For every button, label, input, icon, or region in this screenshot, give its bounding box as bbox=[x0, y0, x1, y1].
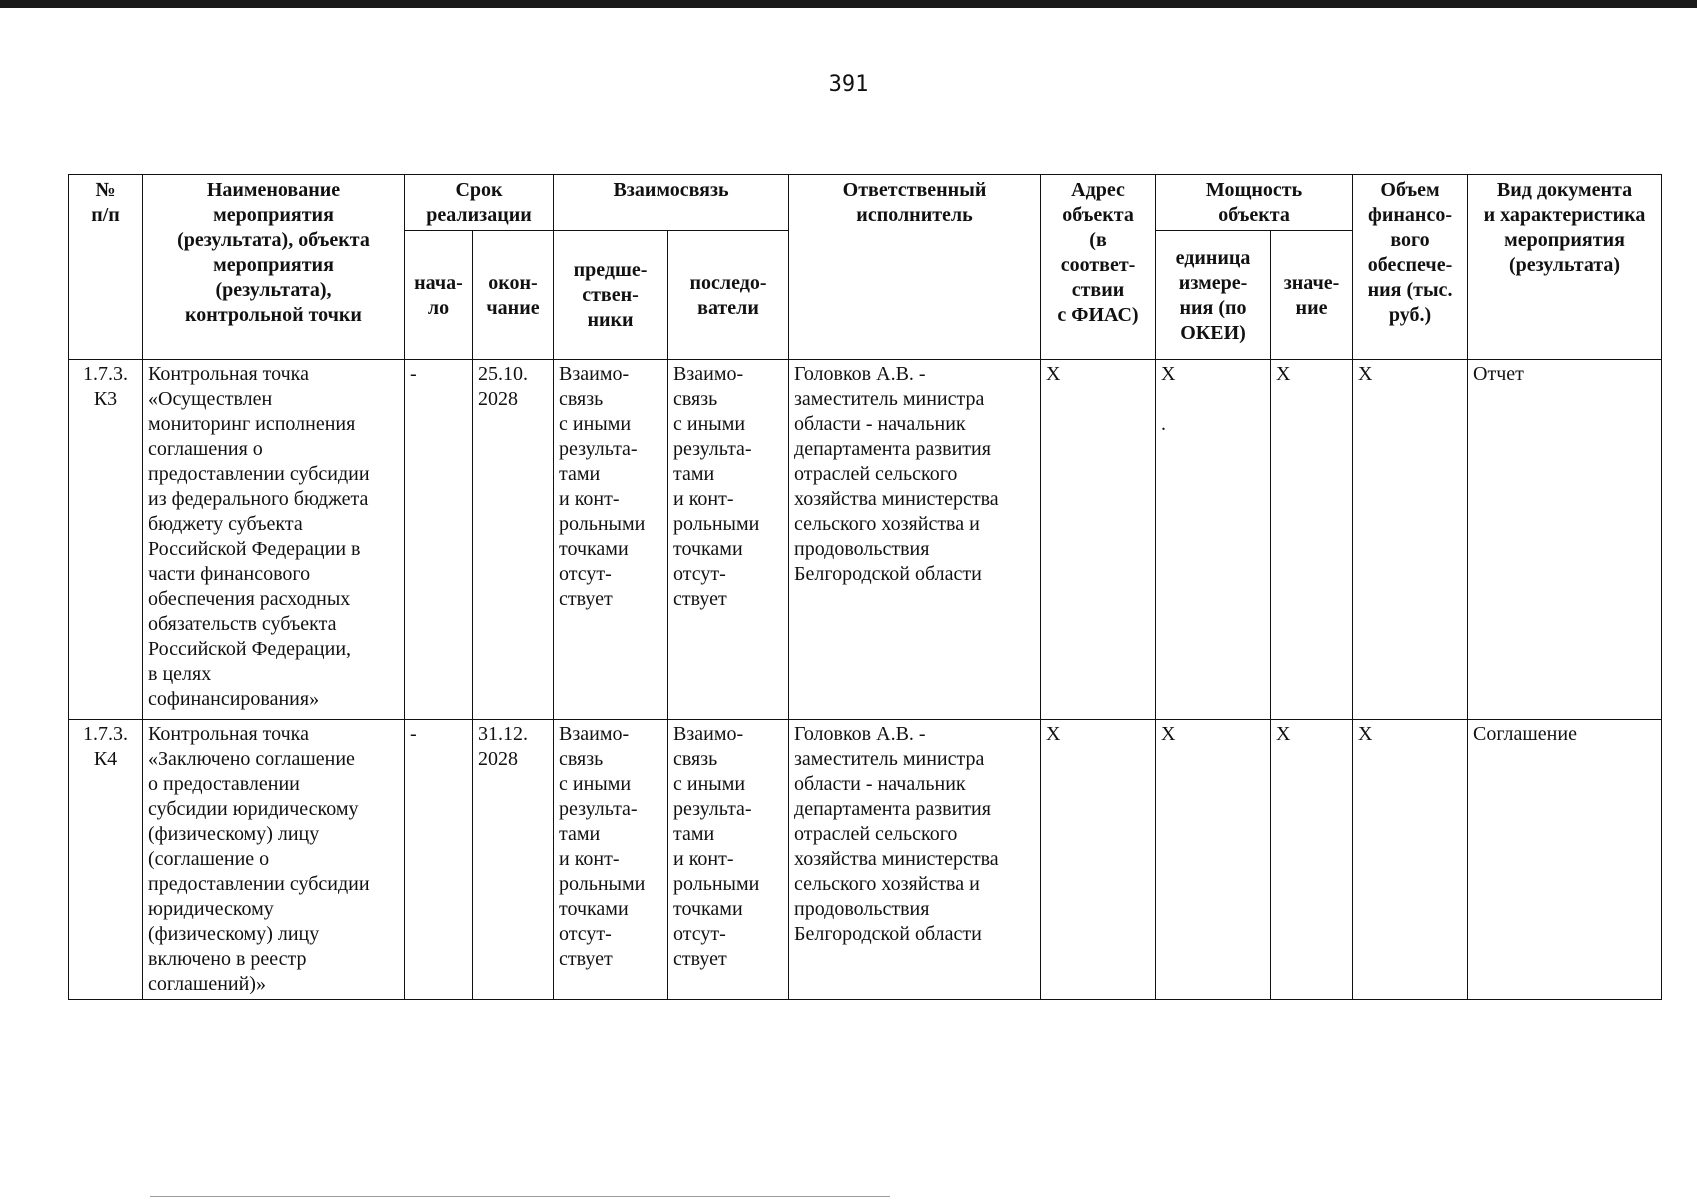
row-predecessors: Взаимо- связь с иными результа- тами и конт- рольными точками отсут- ствует bbox=[554, 720, 668, 1000]
row-num: 1.7.3. К3 bbox=[69, 360, 143, 720]
table-row bbox=[69, 720, 1662, 1000]
page-top-border bbox=[0, 0, 1697, 8]
row-name: Контрольная точка «Заключено соглашение о предоставлении субсидии юридическому (физическому) лицу (соглашение о предоставлении субсидии юридическому (физическому) лицу включено в реестр соглашений)» bbox=[143, 720, 405, 1000]
header-successors: последо- ватели bbox=[668, 231, 789, 360]
row-start: - bbox=[405, 720, 473, 1000]
row-doc-type: Отчет bbox=[1468, 360, 1662, 720]
header-address: Адрес объекта (в соответ- ствии с ФИАС) bbox=[1041, 175, 1156, 360]
header-period-start: нача- ло bbox=[405, 231, 473, 360]
header-name: Наименование мероприятия (результата), объекта мероприятия (результата), контрольной точки bbox=[143, 175, 405, 360]
row-start: - bbox=[405, 360, 473, 720]
row-capacity-unit: X . bbox=[1156, 360, 1271, 720]
row-successors: Взаимо- связь с иными результа- тами и конт- рольными точками отсут- ствует bbox=[668, 720, 789, 1000]
header-period-end: окон- чание bbox=[473, 231, 554, 360]
header-executor: Ответственный исполнитель bbox=[789, 175, 1041, 360]
header-capacity-value: значе- ние bbox=[1271, 231, 1353, 360]
row-name: Контрольная точка «Осуществлен мониторинг исполнения соглашения о предоставлении субсидии из федерального бюджета бюджету субъекта Российской Федерации в части финансового обеспечения расходных обязательств субъекта Российской Федерации, в целях софинансирования» bbox=[143, 360, 405, 720]
row-predecessors: Взаимо- связь с иными результа- тами и конт- рольными точками отсут- ствует bbox=[554, 360, 668, 720]
row-capacity-unit: X bbox=[1156, 720, 1271, 1000]
row-address: X bbox=[1041, 360, 1156, 720]
header-capacity-unit: единица измере- ния (по ОКЕИ) bbox=[1156, 231, 1271, 360]
table-row bbox=[69, 360, 1662, 720]
row-doc-type: Соглашение bbox=[1468, 720, 1662, 1000]
header-predecessors: предше- ствен- ники bbox=[554, 231, 668, 360]
header-row-top bbox=[69, 175, 1662, 231]
scan-bottom-line bbox=[150, 1196, 890, 1197]
row-executor: Головков А.В. - заместитель министра области - начальник департамента развития отраслей сельского хозяйства министерства сельского хозяйства и продовольствия Белгородской области bbox=[789, 360, 1041, 720]
header-finance: Объем финансо- вого обеспече- ния (тыс. руб.) bbox=[1353, 175, 1468, 360]
header-period: Срок реализации bbox=[405, 175, 554, 231]
plan-table bbox=[68, 174, 1662, 1000]
header-capacity: Мощность объекта bbox=[1156, 175, 1353, 231]
row-num: 1.7.3. К4 bbox=[69, 720, 143, 1000]
header-num: № п/п bbox=[69, 175, 143, 360]
row-finance: X bbox=[1353, 360, 1468, 720]
header-doc-type: Вид документа и характеристика мероприятия (результата) bbox=[1468, 175, 1662, 360]
row-end: 25.10. 2028 bbox=[473, 360, 554, 720]
page-number: 391 bbox=[828, 72, 869, 97]
row-capacity-value: X bbox=[1271, 720, 1353, 1000]
header-relation: Взаимосвязь bbox=[554, 175, 789, 231]
row-executor: Головков А.В. - заместитель министра области - начальник департамента развития отраслей сельского хозяйства министерства сельского хозяйства и продовольствия Белгородской области bbox=[789, 720, 1041, 1000]
row-capacity-value: X bbox=[1271, 360, 1353, 720]
row-successors: Взаимо- связь с иными результа- тами и конт- рольными точками отсут- ствует bbox=[668, 360, 789, 720]
row-address: X bbox=[1041, 720, 1156, 1000]
row-finance: X bbox=[1353, 720, 1468, 1000]
row-end: 31.12. 2028 bbox=[473, 720, 554, 1000]
